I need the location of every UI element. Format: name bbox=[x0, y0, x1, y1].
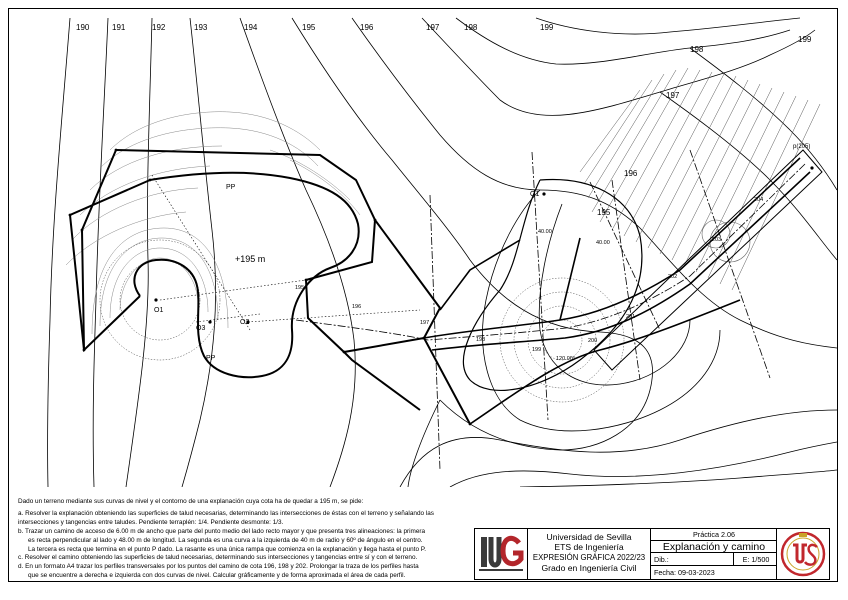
contour-low-3 bbox=[520, 470, 837, 487]
label-point-p: p(205) bbox=[793, 144, 811, 150]
station-198: 198 bbox=[476, 337, 486, 343]
label-angle: 120.00° bbox=[556, 356, 576, 362]
statement-intro: Dado un terreno mediante sus curvas de nivel y el contorno de una explanación cuya cota ha de quedar a 195 m, se pide: bbox=[18, 498, 364, 505]
institution-info bbox=[528, 529, 651, 579]
station-203: 203 bbox=[712, 237, 722, 243]
statement-item-d-line2: que se encuentre a derecha e izquierda con dos curvas de nivel. Calcular gráficamente y de forma aproximada el área de cada perfil. bbox=[28, 572, 406, 580]
label-radius-b: 40.00 bbox=[596, 240, 610, 246]
auxiliary-dotted-lines bbox=[152, 175, 420, 330]
valley-ellipse bbox=[463, 179, 642, 390]
statement-item-c: c. Resolver el camino obteniendo las superficies de talud necesarias, determinando sus intersecciones y tangencias entre sí y con el terreno. bbox=[18, 554, 418, 562]
label-pp-bottom: PP bbox=[206, 355, 216, 362]
contour-label-199-right: 199 bbox=[798, 35, 812, 44]
platform-outline bbox=[70, 150, 470, 424]
station-196: 196 bbox=[352, 304, 362, 310]
contour-label-191: 191 bbox=[112, 23, 126, 32]
contour-label-197: 197 bbox=[426, 23, 440, 32]
terrain-contours bbox=[48, 18, 837, 487]
statement-item-a: a. Resolver la explanación obteniendo las superficies de talud necesarias, determinando las intersecciones de éstas con el terreno y señalando las intersecciones y tangencias entre taludes. Pendiente terraplén: 1/4. Pendiente desmonte: 1/3. bbox=[18, 509, 434, 526]
point-markers bbox=[69, 149, 814, 426]
sheet-title: Explanación y camino bbox=[651, 541, 777, 553]
contour-label-190: 190 bbox=[76, 23, 90, 32]
contour-label-194: 194 bbox=[244, 23, 258, 32]
contour-label-198: 198 bbox=[464, 23, 478, 32]
contour-hill-2 bbox=[440, 260, 653, 450]
fill-slope-lines bbox=[66, 112, 360, 334]
contour-label-197-right: 197 bbox=[666, 91, 680, 100]
contour-193 bbox=[182, 18, 216, 487]
drawn-scale-row bbox=[651, 553, 777, 566]
road-axis bbox=[296, 150, 805, 470]
label-radius-a: 40.00 bbox=[538, 229, 552, 235]
sheet-date: Fecha: 09-03-2023 bbox=[654, 568, 715, 577]
iug-logo-icon bbox=[475, 529, 528, 579]
label-o2: O2 bbox=[240, 319, 250, 326]
course-name: EXPRESIÓN GRÁFICA 2022/23 bbox=[532, 552, 646, 562]
statement-item-b-line2: es recta perpendicular al lado y 48.00 m de longitud. La segunda es una curva a la izquierda de 40 m de radio y 60º de ángulo en el centro. bbox=[28, 536, 423, 544]
us-seal-icon bbox=[777, 529, 829, 579]
contour-192 bbox=[126, 18, 152, 487]
station-199: 199 bbox=[532, 347, 542, 353]
contour-hill-3 bbox=[408, 400, 440, 487]
contour-label-198-right: 198 bbox=[690, 45, 704, 54]
contour-label-195-lower: 195 bbox=[597, 208, 611, 217]
station-204: 204 bbox=[754, 197, 764, 203]
practice-number: Práctica 2.06 bbox=[651, 529, 777, 541]
station-200: 200 bbox=[588, 338, 598, 344]
contour-199 bbox=[536, 18, 800, 34]
statement-item-b: b. Trazar un camino de acceso de 6.00 m de ancho que parte del punto medio del lado recto mayor y que presenta tres alineaciones: la primera bbox=[18, 527, 426, 535]
statement-item-b-line3: La tercera es recta que termina en el punto P dado. La rasante es una única rampa que comienza en la explanación y llega hasta el punto P. bbox=[28, 545, 427, 553]
label-pp-top: PP bbox=[226, 184, 236, 191]
label-o1: O1 bbox=[154, 307, 164, 314]
school-name: ETS de Ingeniería bbox=[554, 542, 624, 553]
contour-label-192: 192 bbox=[152, 23, 166, 32]
contour-label-195: 195 bbox=[302, 23, 316, 32]
problem-statement bbox=[18, 498, 473, 581]
statement-item-d: d. En un formato A4 trazar los perfiles transversales por los puntos del camino de cota 196, 198 y 202. Prolongar la traza de los perfiles hasta bbox=[18, 563, 419, 571]
drawn-label: Dib.: bbox=[654, 555, 669, 564]
station-202: 202 bbox=[668, 274, 678, 280]
label-o-right: O1 bbox=[530, 191, 540, 198]
station-197: 197 bbox=[420, 320, 430, 326]
contour-197 bbox=[422, 18, 815, 115]
station-201: 201 bbox=[626, 314, 636, 320]
sheet-info bbox=[651, 529, 777, 579]
degree-name: Grado en Ingeniería Civil bbox=[541, 563, 637, 574]
scale-value: E: 1/500 bbox=[733, 553, 778, 566]
contour-label-199: 199 bbox=[540, 23, 554, 32]
university-name: Universidad de Sevilla bbox=[546, 532, 632, 542]
title-block bbox=[474, 528, 830, 580]
contour-ridge-2 bbox=[690, 48, 837, 190]
label-o3: O3 bbox=[196, 325, 206, 332]
label-platform-elevation: +195 m bbox=[235, 254, 266, 264]
contour-191 bbox=[93, 18, 108, 487]
contour-label-196: 196 bbox=[360, 23, 374, 32]
contour-label-193: 193 bbox=[194, 23, 208, 32]
contour-190 bbox=[48, 18, 70, 487]
station-195: 195 bbox=[295, 285, 305, 291]
contour-label-196-lower: 196 bbox=[624, 169, 638, 178]
